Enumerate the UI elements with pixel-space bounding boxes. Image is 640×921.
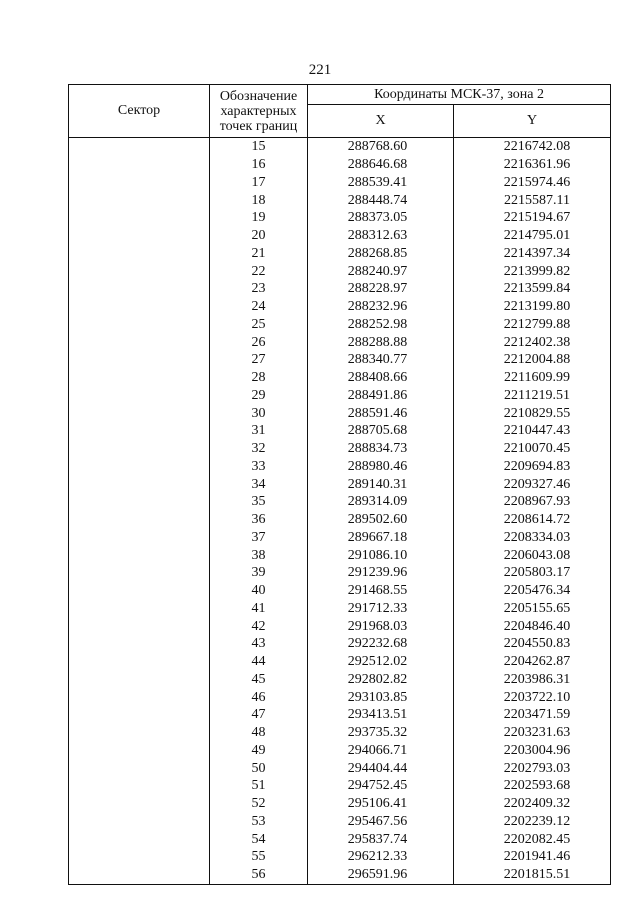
point-number-cell: 41: [210, 600, 308, 618]
x-coordinate-cell: 291239.96: [308, 564, 454, 582]
table-row: [69, 777, 611, 795]
table-row: [69, 280, 611, 298]
point-number-cell: 45: [210, 671, 308, 689]
table-row: [69, 156, 611, 174]
table-row: [69, 617, 611, 635]
y-coordinate-cell: 2205155.65: [454, 600, 611, 618]
point-number-cell: 17: [210, 174, 308, 192]
point-header-line1: Обозначение: [219, 88, 298, 104]
y-coordinate-cell: 2210447.43: [454, 422, 611, 440]
sector-cell: [69, 511, 210, 529]
sector-cell: [69, 706, 210, 724]
point-number-cell: 51: [210, 777, 308, 795]
table-row: [69, 582, 611, 600]
y-coordinate-cell: 2215587.11: [454, 191, 611, 209]
x-coordinate-cell: 288312.63: [308, 227, 454, 245]
sector-cell: [69, 262, 210, 280]
x-coordinate-cell: 295106.41: [308, 795, 454, 813]
x-coordinate-cell: 293735.32: [308, 724, 454, 742]
point-header-line2: характерных: [220, 103, 297, 119]
y-coordinate-cell: 2206043.08: [454, 546, 611, 564]
x-coordinate-cell: 295837.74: [308, 830, 454, 848]
point-number-cell: 40: [210, 582, 308, 600]
table-row: [69, 262, 611, 280]
point-number-cell: 20: [210, 227, 308, 245]
table-row: [69, 529, 611, 547]
point-number-cell: 19: [210, 209, 308, 227]
sector-cell: [69, 440, 210, 458]
sector-cell: [69, 422, 210, 440]
sector-cell: [69, 546, 210, 564]
x-coordinate-cell: 291712.33: [308, 600, 454, 618]
point-number-cell: 46: [210, 688, 308, 706]
table-row: [69, 475, 611, 493]
point-number-cell: 33: [210, 458, 308, 476]
point-number-cell: 26: [210, 333, 308, 351]
sector-cell: [69, 635, 210, 653]
sector-cell: [69, 387, 210, 405]
table-row: [69, 227, 611, 245]
table-row: [69, 404, 611, 422]
point-number-cell: 30: [210, 404, 308, 422]
y-coordinate-cell: 2215974.46: [454, 174, 611, 192]
sector-cell: [69, 600, 210, 618]
table-row: [69, 546, 611, 564]
x-coordinate-cell: 292802.82: [308, 671, 454, 689]
y-coordinate-cell: 2209694.83: [454, 458, 611, 476]
table-row: [69, 369, 611, 387]
point-number-cell: 21: [210, 245, 308, 263]
x-coordinate-cell: 288408.66: [308, 369, 454, 387]
x-coordinate-cell: 288373.05: [308, 209, 454, 227]
table-row: [69, 600, 611, 618]
x-coordinate-cell: 291086.10: [308, 546, 454, 564]
sector-cell: [69, 298, 210, 316]
x-coordinate-cell: 292512.02: [308, 653, 454, 671]
point-number-cell: 48: [210, 724, 308, 742]
sector-cell: [69, 138, 210, 156]
point-number-cell: 25: [210, 316, 308, 334]
x-coordinate-cell: 288288.88: [308, 333, 454, 351]
table-header: [69, 85, 611, 138]
y-coordinate-cell: 2214397.34: [454, 245, 611, 263]
point-number-cell: 54: [210, 830, 308, 848]
table-row: [69, 795, 611, 813]
sector-cell: [69, 653, 210, 671]
table-row: [69, 440, 611, 458]
point-number-cell: 53: [210, 813, 308, 831]
coordinates-group-header: Координаты МСК-37, зона 2: [308, 85, 611, 105]
y-coordinate-cell: 2205803.17: [454, 564, 611, 582]
x-coordinate-cell: 288539.41: [308, 174, 454, 192]
sector-cell: [69, 369, 210, 387]
x-coordinate-cell: 288252.98: [308, 316, 454, 334]
sector-cell: [69, 617, 210, 635]
table-row: [69, 422, 611, 440]
table-row: [69, 688, 611, 706]
y-coordinate-cell: 2213599.84: [454, 280, 611, 298]
y-coordinate-cell: 2201941.46: [454, 848, 611, 866]
sector-cell: [69, 582, 210, 600]
y-coordinate-cell: 2203004.96: [454, 742, 611, 760]
point-number-cell: 15: [210, 138, 308, 156]
point-number-cell: 16: [210, 156, 308, 174]
table-row: [69, 564, 611, 582]
y-coordinate-cell: 2203231.63: [454, 724, 611, 742]
sector-cell: [69, 777, 210, 795]
x-coordinate-cell: 291468.55: [308, 582, 454, 600]
x-coordinate-cell: 288491.86: [308, 387, 454, 405]
y-coordinate-cell: 2202593.68: [454, 777, 611, 795]
point-number-cell: 24: [210, 298, 308, 316]
sector-cell: [69, 795, 210, 813]
point-number-cell: 52: [210, 795, 308, 813]
point-number-cell: 37: [210, 529, 308, 547]
point-number-cell: 47: [210, 706, 308, 724]
x-column-header: X: [308, 105, 454, 138]
table-row: [69, 387, 611, 405]
x-coordinate-cell: 288834.73: [308, 440, 454, 458]
y-coordinate-cell: 2213199.80: [454, 298, 611, 316]
x-coordinate-cell: 288232.96: [308, 298, 454, 316]
y-coordinate-cell: 2212402.38: [454, 333, 611, 351]
y-coordinate-cell: 2216361.96: [454, 156, 611, 174]
table-row: [69, 209, 611, 227]
y-coordinate-cell: 2212799.88: [454, 316, 611, 334]
sector-cell: [69, 564, 210, 582]
table-row: [69, 653, 611, 671]
point-header-line3: точек границ: [219, 118, 298, 134]
x-coordinate-cell: 288240.97: [308, 262, 454, 280]
point-number-cell: 28: [210, 369, 308, 387]
table-row: [69, 866, 611, 884]
y-coordinate-cell: 2204550.83: [454, 635, 611, 653]
table-row: [69, 191, 611, 209]
x-coordinate-cell: 288646.68: [308, 156, 454, 174]
sector-cell: [69, 830, 210, 848]
table-body: [69, 138, 611, 885]
sector-cell: [69, 156, 210, 174]
sector-cell: [69, 227, 210, 245]
table-row: [69, 813, 611, 831]
coordinates-table: [68, 84, 611, 885]
table-row: [69, 138, 611, 156]
table-row: [69, 742, 611, 760]
point-number-cell: 55: [210, 848, 308, 866]
table-row: [69, 174, 611, 192]
x-coordinate-cell: 289667.18: [308, 529, 454, 547]
point-number-cell: 32: [210, 440, 308, 458]
table-row: [69, 458, 611, 476]
y-coordinate-cell: 2204262.87: [454, 653, 611, 671]
table-row: [69, 511, 611, 529]
point-number-cell: 36: [210, 511, 308, 529]
x-coordinate-cell: 289314.09: [308, 493, 454, 511]
x-coordinate-cell: 288268.85: [308, 245, 454, 263]
table-row: [69, 671, 611, 689]
point-number-cell: 35: [210, 493, 308, 511]
sector-cell: [69, 813, 210, 831]
y-coordinate-cell: 2211219.51: [454, 387, 611, 405]
point-number-cell: 31: [210, 422, 308, 440]
y-coordinate-cell: 2209327.46: [454, 475, 611, 493]
table-row: [69, 316, 611, 334]
point-number-cell: 22: [210, 262, 308, 280]
sector-cell: [69, 404, 210, 422]
y-coordinate-cell: 2203986.31: [454, 671, 611, 689]
x-coordinate-cell: 288448.74: [308, 191, 454, 209]
sector-cell: [69, 848, 210, 866]
x-coordinate-cell: 292232.68: [308, 635, 454, 653]
table-row: [69, 830, 611, 848]
sector-column-header: Сектор: [69, 85, 210, 138]
sector-cell: [69, 280, 210, 298]
y-coordinate-cell: 2214795.01: [454, 227, 611, 245]
y-coordinate-cell: 2216742.08: [454, 138, 611, 156]
sector-cell: [69, 759, 210, 777]
point-number-cell: 43: [210, 635, 308, 653]
x-coordinate-cell: 291968.03: [308, 617, 454, 635]
point-number-cell: 44: [210, 653, 308, 671]
table-row: [69, 298, 611, 316]
x-coordinate-cell: 294404.44: [308, 759, 454, 777]
y-coordinate-cell: 2213999.82: [454, 262, 611, 280]
y-coordinate-cell: 2208334.03: [454, 529, 611, 547]
y-coordinate-cell: 2210070.45: [454, 440, 611, 458]
y-coordinate-cell: 2212004.88: [454, 351, 611, 369]
sector-cell: [69, 742, 210, 760]
sector-cell: [69, 174, 210, 192]
point-column-header: [210, 85, 308, 138]
table-row: [69, 493, 611, 511]
x-coordinate-cell: 294066.71: [308, 742, 454, 760]
y-coordinate-cell: 2202793.03: [454, 759, 611, 777]
point-number-cell: 27: [210, 351, 308, 369]
y-coordinate-cell: 2203471.59: [454, 706, 611, 724]
sector-cell: [69, 245, 210, 263]
sector-cell: [69, 866, 210, 884]
table-row: [69, 706, 611, 724]
sector-cell: [69, 333, 210, 351]
table-row: [69, 351, 611, 369]
y-coordinate-cell: 2204846.40: [454, 617, 611, 635]
x-coordinate-cell: 288705.68: [308, 422, 454, 440]
table-row: [69, 848, 611, 866]
x-coordinate-cell: 296212.33: [308, 848, 454, 866]
x-coordinate-cell: 295467.56: [308, 813, 454, 831]
y-coordinate-cell: 2202082.45: [454, 830, 611, 848]
y-coordinate-cell: 2202239.12: [454, 813, 611, 831]
sector-cell: [69, 724, 210, 742]
sector-cell: [69, 458, 210, 476]
page-number: 221: [308, 62, 332, 78]
y-coordinate-cell: 2208967.93: [454, 493, 611, 511]
y-coordinate-cell: 2210829.55: [454, 404, 611, 422]
y-coordinate-cell: 2202409.32: [454, 795, 611, 813]
point-number-cell: 42: [210, 617, 308, 635]
sector-cell: [69, 316, 210, 334]
table-row: [69, 759, 611, 777]
x-coordinate-cell: 288591.46: [308, 404, 454, 422]
y-column-header: Y: [454, 105, 611, 138]
y-coordinate-cell: 2201815.51: [454, 866, 611, 884]
point-number-cell: 38: [210, 546, 308, 564]
sector-cell: [69, 191, 210, 209]
point-number-cell: 23: [210, 280, 308, 298]
point-number-cell: 50: [210, 759, 308, 777]
sector-cell: [69, 529, 210, 547]
table-row: [69, 245, 611, 263]
x-coordinate-cell: 296591.96: [308, 866, 454, 884]
x-coordinate-cell: 293103.85: [308, 688, 454, 706]
point-number-cell: 34: [210, 475, 308, 493]
point-number-cell: 39: [210, 564, 308, 582]
y-coordinate-cell: 2211609.99: [454, 369, 611, 387]
x-coordinate-cell: 293413.51: [308, 706, 454, 724]
x-coordinate-cell: 288340.77: [308, 351, 454, 369]
y-coordinate-cell: 2208614.72: [454, 511, 611, 529]
table-row: [69, 635, 611, 653]
table-row: [69, 333, 611, 351]
point-number-cell: 56: [210, 866, 308, 884]
x-coordinate-cell: 289140.31: [308, 475, 454, 493]
sector-cell: [69, 671, 210, 689]
point-number-cell: 49: [210, 742, 308, 760]
x-coordinate-cell: 294752.45: [308, 777, 454, 795]
y-coordinate-cell: 2205476.34: [454, 582, 611, 600]
sector-cell: [69, 493, 210, 511]
sector-cell: [69, 475, 210, 493]
x-coordinate-cell: 288768.60: [308, 138, 454, 156]
x-coordinate-cell: 288980.46: [308, 458, 454, 476]
x-coordinate-cell: 289502.60: [308, 511, 454, 529]
sector-cell: [69, 209, 210, 227]
x-coordinate-cell: 288228.97: [308, 280, 454, 298]
sector-cell: [69, 688, 210, 706]
point-number-cell: 29: [210, 387, 308, 405]
point-number-cell: 18: [210, 191, 308, 209]
sector-cell: [69, 351, 210, 369]
y-coordinate-cell: 2203722.10: [454, 688, 611, 706]
y-coordinate-cell: 2215194.67: [454, 209, 611, 227]
table-row: [69, 724, 611, 742]
